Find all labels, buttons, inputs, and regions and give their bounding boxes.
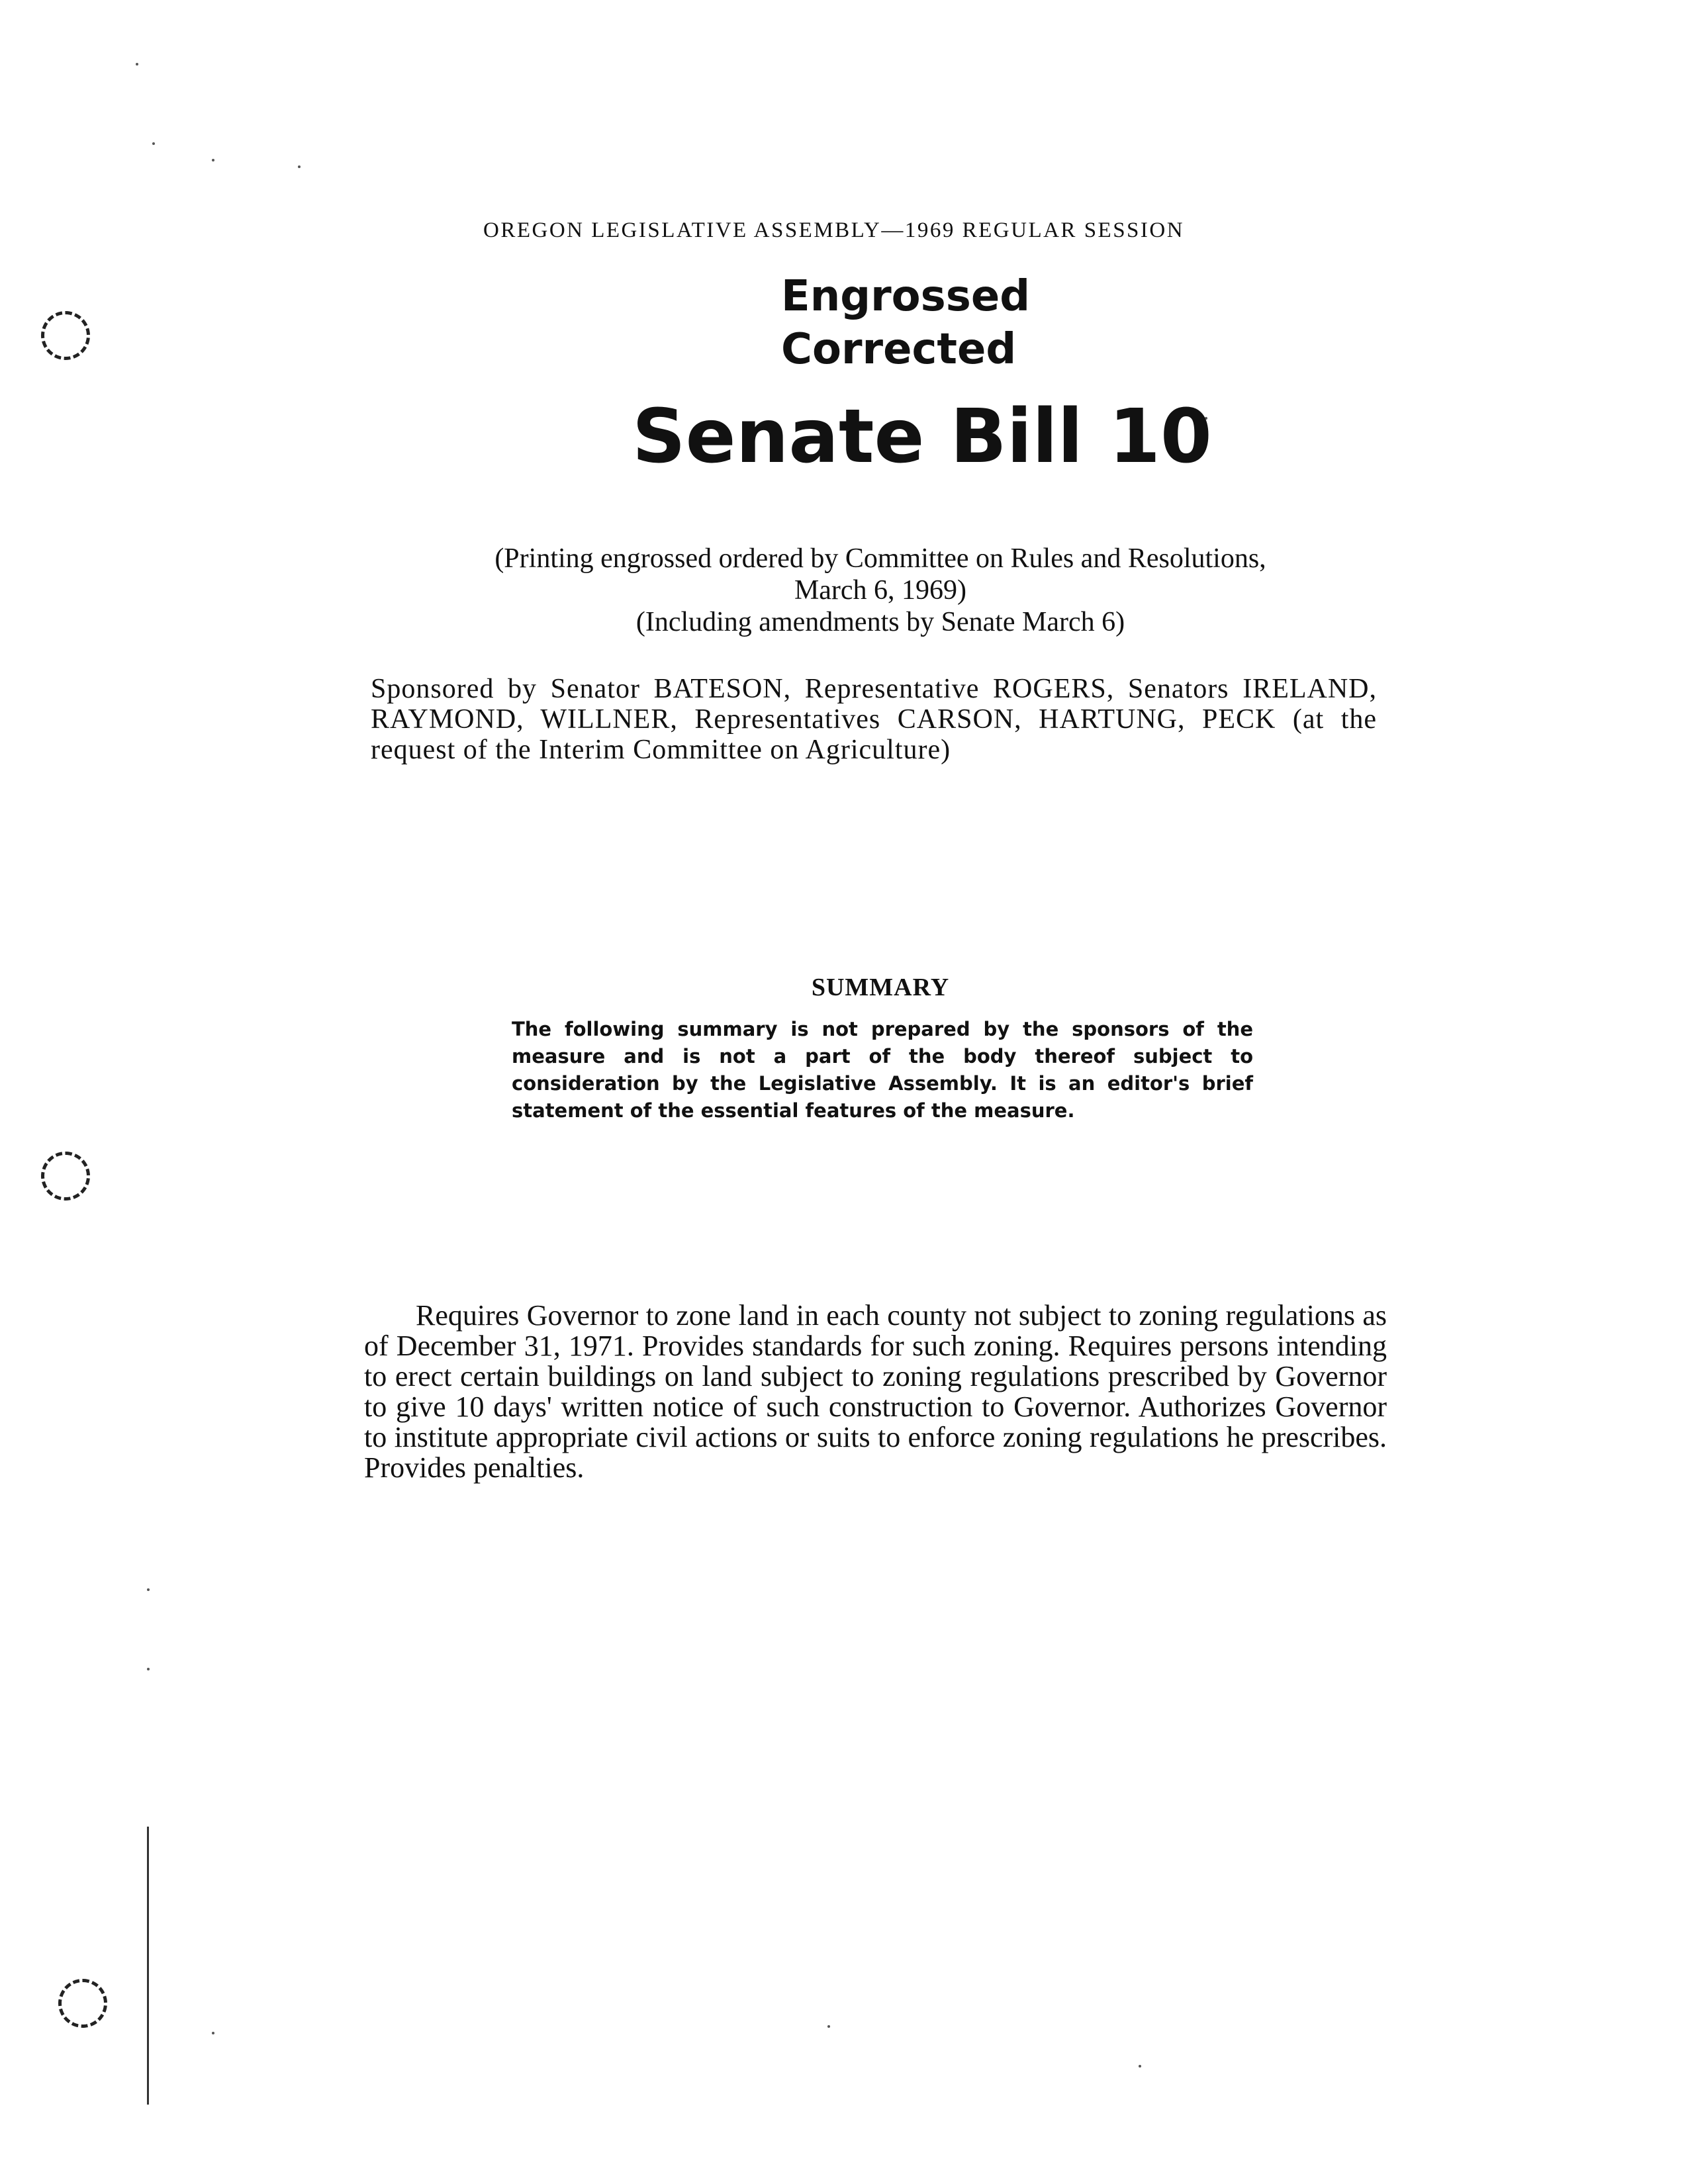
summary-body: Requires Governor to zone land in each county not subject to zoning regulations as of December 31, 1971. Provides standards for such zoning. Requires persons intending to erect certain buildings on land subject to zoning regulations prescribed by Governor to give 10 days' written notice of such construction to Governor. Authorizes Governor to institute appropriate civil actions or suits to enforce zoning regulations he prescribes. Provides penalties. [364, 1299, 1387, 1484]
scan-speck [147, 1588, 150, 1591]
sponsors-paragraph: Sponsored by Senator BATESON, Representative ROGERS, Senators IRELAND, RAYMOND, WILLNER, Representatives CARSON, HARTUNG, PECK (at the request of the Interim Committee on Agriculture) [371, 674, 1377, 765]
printing-info [357, 543, 1403, 638]
session-heading: OREGON LEGISLATIVE ASSEMBLY—1969 REGULAR SESSION [483, 218, 1185, 242]
printing-line-2: March 6, 1969) [794, 575, 967, 606]
summary-heading: SUMMARY [811, 974, 950, 1001]
scan-speck [212, 159, 214, 161]
scan-speck [147, 1668, 150, 1670]
printing-line-1: (Printing engrossed ordered by Committee on Rules and Resolutions, [494, 543, 1266, 574]
scan-speck [136, 63, 138, 66]
margin-line [147, 1827, 149, 2105]
printing-line-3: (Including amendments by Senate March 6) [635, 607, 1125, 637]
scan-speck [212, 2032, 214, 2034]
punch-hole-icon [41, 311, 90, 360]
corrected-label: Corrected [781, 325, 1017, 374]
scan-speck [1139, 2065, 1141, 2068]
scan-speck [152, 142, 155, 145]
scan-speck [298, 165, 301, 168]
punch-hole-icon [41, 1152, 90, 1201]
scan-speck [827, 2025, 830, 2028]
engrossed-label: Engrossed [781, 272, 1031, 321]
punch-hole-icon [58, 1979, 107, 2028]
summary-disclaimer: The following summary is not prepared by the sponsors of the measure and is not a part of the body thereof subject to consideration by the Legislative Assembly. It is an editor's brief statement of the essential features of the measure. [512, 1018, 1253, 1122]
bill-title: Senate Bill 10 [632, 394, 1212, 480]
